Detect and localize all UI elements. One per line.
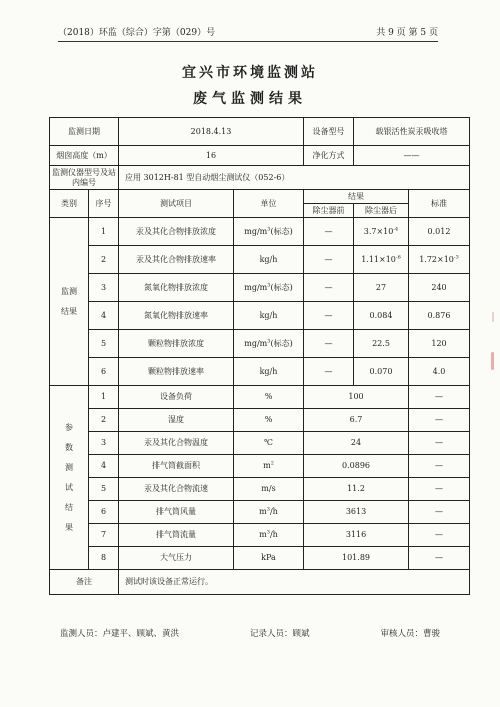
col-before: 除尘器前: [304, 204, 354, 218]
parameter-row: [50, 547, 470, 570]
row-unit: kg/h: [234, 246, 304, 274]
row-value: 6.7: [304, 409, 409, 432]
row-unit: $m^3/h$: [234, 524, 304, 547]
parameter-row: [50, 409, 470, 432]
info-row-date: [50, 118, 470, 146]
row-after: 22.5: [354, 330, 409, 358]
row-seq: 4: [89, 302, 119, 330]
col-standard: 标准: [409, 190, 470, 218]
parameter-results-group: [50, 386, 470, 570]
row-seq: 1: [89, 218, 119, 246]
row-standard: 240: [409, 274, 470, 302]
signature-footer: [60, 627, 440, 639]
row-standard: 4.0: [409, 358, 470, 386]
row-item: 颗粒物排放速率: [119, 358, 234, 386]
monitoring-table: [49, 117, 470, 595]
parameter-row: [50, 524, 470, 547]
row-item: 大气压力: [119, 547, 234, 570]
doc-number: （2018）环监（综合）字第（029）号: [58, 28, 216, 38]
row-seq: 7: [89, 524, 119, 547]
remark-label: 备注: [50, 570, 119, 595]
row-seq: 6: [89, 358, 119, 386]
row-seq: 3: [89, 432, 119, 455]
col-seq: 序号: [89, 190, 119, 218]
instrument-value: 应用 3012H-81 型自动烟尘测试仪（052-6）: [119, 166, 470, 190]
monitoring-row: [50, 218, 470, 246]
row-value: 101.89: [304, 547, 409, 570]
row-unit: kPa: [234, 547, 304, 570]
remark-row: [50, 570, 470, 595]
row-seq: 8: [89, 547, 119, 570]
device-label: 设备型号: [304, 118, 354, 146]
row-item: 汞及其化合物排放浓度: [119, 218, 234, 246]
parameter-row: [50, 386, 470, 409]
row-before: —: [304, 358, 354, 386]
row-before: —: [304, 274, 354, 302]
row-item: 氮氧化物排放浓度: [119, 274, 234, 302]
row-unit: $mg/m^3$(标态): [234, 330, 304, 358]
row-value: 11.2: [304, 478, 409, 501]
row-seq: 6: [89, 501, 119, 524]
monitoring-results-group: [50, 218, 470, 386]
parameter-row: [50, 501, 470, 524]
date-value: 2018.4.13: [119, 118, 304, 146]
row-value: 0.0896: [304, 455, 409, 478]
report-title: 废气监测结果: [193, 91, 307, 107]
row-standard: —: [409, 524, 470, 547]
row-unit: kg/h: [234, 358, 304, 386]
group2-category-label: 参 数 测 试 结 果: [50, 386, 89, 570]
reviewer-text: 审核人员：曹骏: [380, 629, 440, 639]
parameter-row: [50, 478, 470, 501]
row-unit: $m^2$: [234, 455, 304, 478]
row-item: 汞及其化合物排放速率: [119, 246, 234, 274]
row-seq: 4: [89, 455, 119, 478]
row-standard: 0.876: [409, 302, 470, 330]
row-after: $1.11\times 10^{-6}$: [354, 246, 409, 274]
column-header-row: [50, 190, 470, 204]
row-item: 颗粒物排放浓度: [119, 330, 234, 358]
stack-label: 烟囱高度（m）: [50, 146, 119, 166]
row-standard: —: [409, 455, 470, 478]
row-item: 氮氧化物排放速率: [119, 302, 234, 330]
row-before: —: [304, 302, 354, 330]
recorder-text: 记录人员：顾斌: [249, 629, 310, 639]
row-unit: ℃: [234, 432, 304, 455]
group1-category-label: 监测 结果: [50, 218, 89, 386]
row-before: —: [304, 330, 354, 358]
row-value: 100: [304, 386, 409, 409]
monitoring-row: [50, 358, 470, 386]
row-after: 0.070: [354, 358, 409, 386]
row-seq: 5: [89, 330, 119, 358]
row-item: 汞及其化合物流速: [119, 478, 234, 501]
row-unit: kg/h: [234, 302, 304, 330]
row-item: 排气筒流量: [119, 524, 234, 547]
row-seq: 1: [89, 386, 119, 409]
row-before: —: [304, 246, 354, 274]
row-standard: —: [409, 547, 470, 570]
row-item: 汞及其化合物温度: [119, 432, 234, 455]
row-unit: $m^3/h$: [234, 501, 304, 524]
info-row-instrument: [50, 166, 470, 190]
row-standard: —: [409, 478, 470, 501]
row-standard: —: [409, 386, 470, 409]
row-standard: —: [409, 432, 470, 455]
monitoring-row: [50, 246, 470, 274]
purify-value: ——: [354, 146, 470, 166]
row-seq: 5: [89, 478, 119, 501]
col-after: 除尘器后: [354, 204, 409, 218]
row-unit: %: [234, 386, 304, 409]
row-seq: 3: [89, 274, 119, 302]
header-rule: [58, 41, 438, 42]
row-seq: 2: [89, 409, 119, 432]
row-after: 27: [354, 274, 409, 302]
col-category: 类别: [50, 190, 89, 218]
monitoring-row: [50, 330, 470, 358]
row-before: —: [304, 218, 354, 246]
col-unit: 单位: [234, 190, 304, 218]
monitoring-row: [50, 302, 470, 330]
row-item: 排气筒截面积: [119, 455, 234, 478]
red-stamp-fragment-small: [492, 312, 494, 322]
info-row-stack: [50, 146, 470, 166]
row-standard: $1.72\times 10^{-3}$: [409, 246, 470, 274]
row-after: $3.7\times 10^{-4}$: [354, 218, 409, 246]
row-standard: 0.012: [409, 218, 470, 246]
row-value: 3116: [304, 524, 409, 547]
row-unit: $mg/m^3$(标态): [234, 218, 304, 246]
row-value: 3613: [304, 501, 409, 524]
col-result: 结果: [304, 190, 409, 204]
device-value: 载银活性炭汞吸收塔: [354, 118, 470, 146]
row-unit: $mg/m^3$(标态): [234, 274, 304, 302]
row-item: 设备负荷: [119, 386, 234, 409]
page-indicator: 共 9 页 第 5 页: [376, 28, 438, 38]
row-after: 0.084: [354, 302, 409, 330]
red-stamp-fragment: [491, 352, 494, 370]
station-title: 宜兴市环境监测站: [182, 65, 318, 81]
row-item: 排气筒风量: [119, 501, 234, 524]
monitoring-row: [50, 274, 470, 302]
instrument-label: 监测仪器型号及站内编号: [50, 166, 119, 190]
document-header: [58, 20, 438, 38]
remark-value: 测试时该设备正常运行。: [119, 570, 470, 595]
purify-label: 净化方式: [304, 146, 354, 166]
row-value: 24: [304, 432, 409, 455]
parameter-row: [50, 455, 470, 478]
parameter-row: [50, 432, 470, 455]
row-standard: —: [409, 409, 470, 432]
monitors-text: 监测人员：卢建平、顾斌、黄洪: [60, 629, 180, 639]
row-seq: 2: [89, 246, 119, 274]
row-standard: 120: [409, 330, 470, 358]
row-unit: %: [234, 409, 304, 432]
date-label: 监测日期: [50, 118, 119, 146]
row-standard: —: [409, 501, 470, 524]
stack-value: 16: [119, 146, 304, 166]
row-unit: m/s: [234, 478, 304, 501]
row-item: 湿度: [119, 409, 234, 432]
col-item: 测试项目: [119, 190, 234, 218]
